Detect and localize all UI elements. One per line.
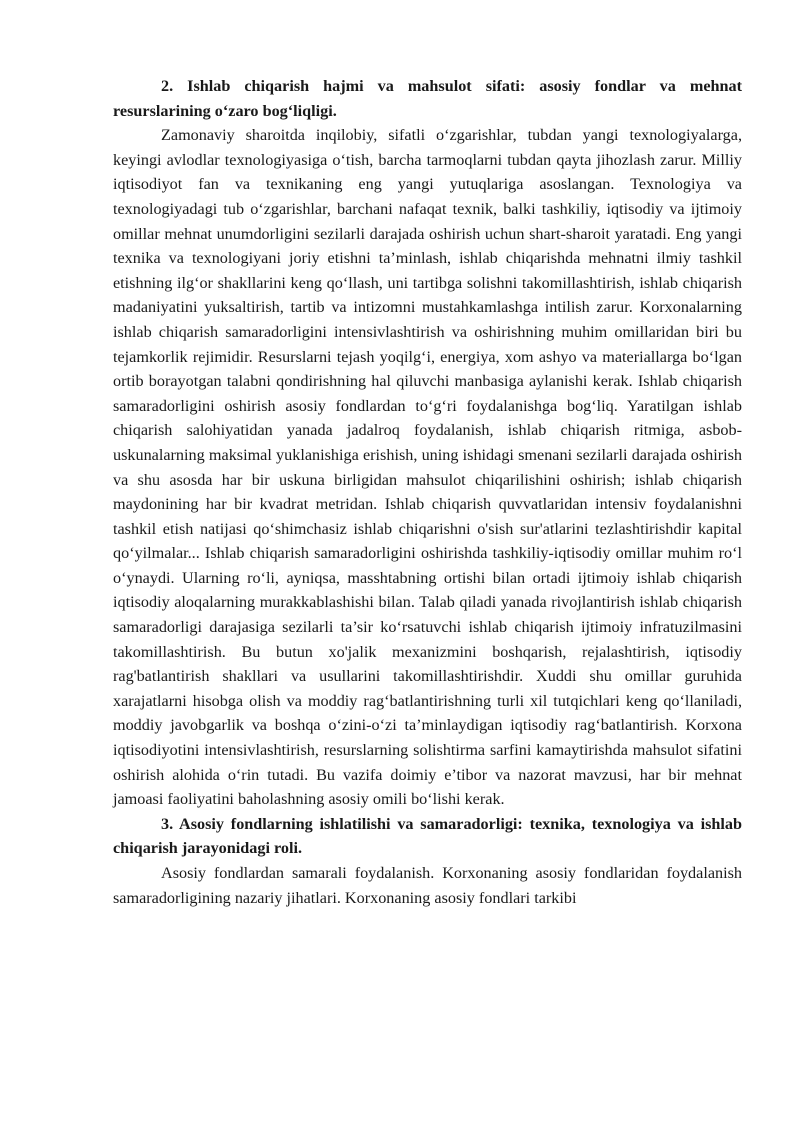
document-page	[113, 74, 742, 910]
body-paragraph-2: Asosiy fondlardan samarali foydalanish. Korxonaning asosiy fondlaridan foydalanish samaradorligining nazariy jihatlari. Korxonaning asosiy fondlari tarkibi	[113, 864, 742, 907]
section-heading-3: 3. Asosiy fondlarning ishlatilishi va samaradorligi: texnika, texnologiya va ishlab chiqarish jarayonidagi roli.	[113, 814, 742, 858]
body-paragraph-1: Zamonaviy sharoitda inqilobiy, sifatli o‘zgarishlar, tubdan yangi texnologiyalarga, keyingi avlodlar texnologiyasiga o‘tish, barcha tarmoqlarni tubdan qayta jihozlash zarur. Milliy iqtisodiyot fan va texnikaning eng yangi yutuqlariga asoslangan. Texnologiya va texnologiyadagi tub o‘zgarishlar, barchani nafaqat texnik, balki tashkiliy, iqtisodiy va ijtimoiy omillar mehnat unumdorligini sezilarli darajada oshirish uchun shart-sharoit yaratadi. Eng yangi texnika va texnologiyani joriy etishni ta’minlash, ishlab chiqarishda mehnatni ilmiy tashkil etishning ilg‘or shakllarini keng qo‘llash, uni tartibga solishni takomillashtirish, ishlab chiqarish madaniyatini yuksaltirish, tartib va intizomni mustahkamlashga intilish zarur. Korxonalarning ishlab chiqarish samaradorligini intensivlashtirish va oshirishning muhim omillaridan biri bu tejamkorlik rejimidir. Resurslarni tejash yoqilg‘i, energiya, xom ashyo va materiallarga bo‘lgan ortib borayotgan talabni qondirishning hal qiluvchi manbasiga aylanishi kerak. Ishlab chiqarish samaradorligini oshirish asosiy fondlardan to‘g‘ri foydalanishga bog‘liq. Yaratilgan ishlab chiqarish salohiyatidan yanada jadalroq foydalanish, ishlab chiqarish ritmiga, asbob-uskunalarning maksimal yuklanishiga erishish, uning ishidagi smenani sezilarli darajada oshirish va shu asosda har bir uskuna birligidan mahsulot chiqarilishini oshirish; ishlab chiqarish maydonining har bir kvadrat metridan. Ishlab chiqarish quvvatlaridan intensiv foydalanishni tashkil etish natijasi qo‘shimchasiz ishlab chiqarishni o'sish sur'atlarini tezlashtirishdir kapital qo‘yilmalar... Ishlab chiqarish samaradorligini oshirishda tashkiliy-iqtisodiy omillar muhim ro‘l o‘ynaydi. Ularning ro‘li, ayniqsa, masshtabning ortishi bilan ortadi ijtimoiy ishlab chiqarish iqtisodiy aloqalarning murakkablashishi bilan. Talab qiladi yanada rivojlantirish ishlab chiqarish samaradorligi darajasiga sezilarli ta’sir ko‘rsatuvchi ishlab chiqarish ijtimoiy infratuzilmasini takomillashtirish. Bu butun xo'jalik mexanizmini boshqarish, rejalashtirish, iqtisodiy rag'batlantirish shakllari va usullarini takomillashtirishdir. Xuddi shu omillar guruhida xarajatlarni hisobga olish va moddiy rag‘batlantirishning turli xil tutqichlari keng qo‘llaniladi, moddiy javobgarlik va boshqa o‘zini-o‘zi ta’minlaydigan iqtisodiy rag‘batlantirish. Korxona iqtisodiyotini intensivlashtirish, resurslarning solishtirma sarfini kamaytirishda mahsulot sifatini oshirish alohida o‘rin tutadi. Bu vazifa doimiy e’tibor va nazorat mavzusi, har bir mehnat jamoasi faoliyatini baholashning asosiy omili bo‘lishi kerak.	[113, 126, 742, 809]
section-heading-2: 2. Ishlab chiqarish hajmi va mahsulot sifati: asosiy fondlar va mehnat resurslarining o‘zaro bog‘liqligi.	[113, 77, 742, 120]
